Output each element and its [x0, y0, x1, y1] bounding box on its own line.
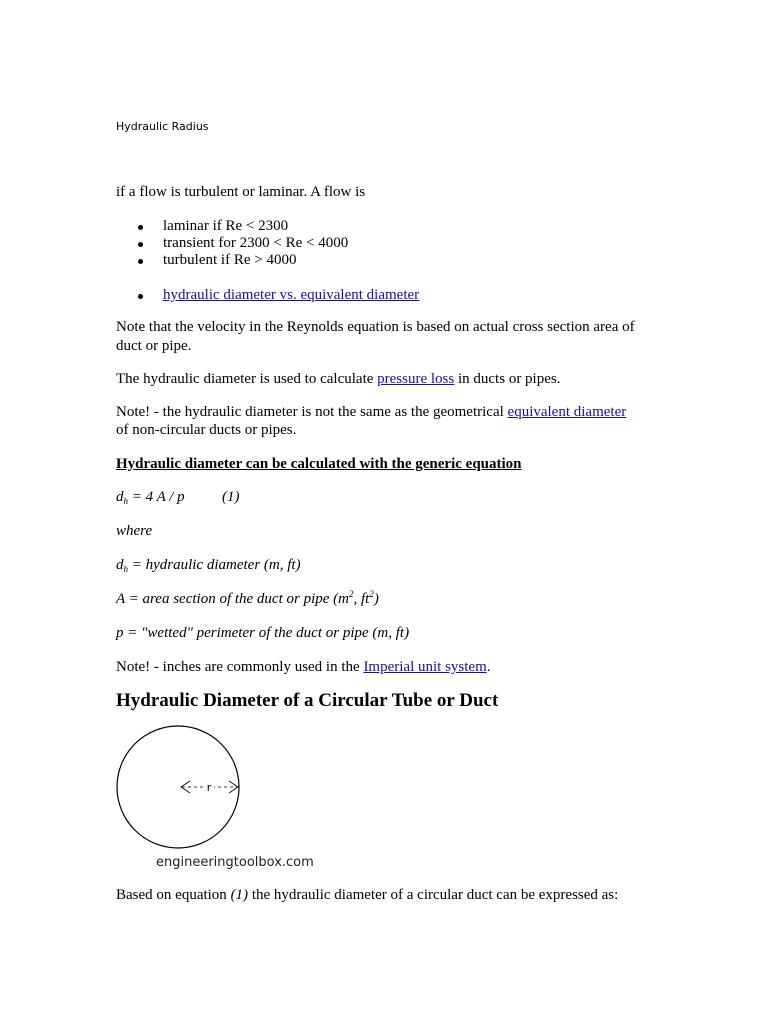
bullet-icon: [138, 242, 143, 247]
based-on-text: Based on equation: [116, 887, 227, 903]
definition-text: , ft: [353, 591, 370, 607]
document-title: Hydraulic Radius: [116, 120, 209, 133]
imperial-unit-system-link[interactable]: Imperial unit system: [363, 659, 487, 675]
related-link-hydraulic-vs-equivalent[interactable]: hydraulic diameter vs. equivalent diameter: [163, 287, 420, 303]
bullet-icon: [138, 225, 143, 230]
radius-label: r: [206, 781, 212, 794]
equation-reference: (1): [230, 887, 249, 903]
velocity-note-line1: Note that the velocity in the Reynolds equation is based on actual cross section area of: [116, 319, 635, 335]
definition-text: A = area section of the duct or pipe (m: [116, 591, 349, 607]
usage-paragraph: [116, 370, 560, 389]
not-same-paragraph-line2: of non-circular ducts or pipes.: [116, 422, 297, 438]
circle-diagram: [116, 724, 246, 850]
units-note-text: Note! - inches are commonly used in the: [116, 659, 360, 675]
bullet-icon: [138, 259, 143, 264]
usage-text-after: in ducts or pipes.: [457, 371, 561, 387]
list-item: turbulent if Re > 4000: [163, 252, 297, 268]
equation-number: (1): [222, 489, 240, 505]
based-on-paragraph: [116, 886, 618, 905]
pressure-loss-link[interactable]: pressure loss: [377, 371, 455, 387]
definition-text: = hydraulic diameter (m, ft): [131, 557, 301, 573]
not-same-paragraph-line1: [116, 403, 626, 422]
units-note: [116, 658, 491, 677]
definition-subscript: h: [123, 564, 128, 574]
figure-credit: engineeringtoolbox.com: [156, 855, 314, 870]
equation-symbol: d: [116, 489, 124, 505]
list-item: laminar if Re < 2300: [163, 218, 289, 234]
usage-text-before: The hydraulic diameter is used to calculate: [116, 371, 374, 387]
equivalent-diameter-link[interactable]: equivalent diameter: [507, 404, 627, 420]
bullet-icon: [138, 294, 143, 299]
definition-area: [116, 590, 379, 609]
definition-symbol: d: [116, 557, 124, 573]
section-heading-circular: Hydraulic Diameter of a Circular Tube or Duct: [116, 690, 499, 711]
equation-subscript: h: [123, 496, 128, 506]
definition-text: ): [373, 591, 379, 607]
superscript: 2: [349, 589, 354, 599]
generic-equation-heading: Hydraulic diameter can be calculated with the generic equation: [116, 456, 522, 472]
definition-perimeter: p = "wetted" perimeter of the duct or pipe (m, ft): [116, 625, 410, 641]
units-note-period: .: [486, 659, 491, 675]
intro-text: if a flow is turbulent or laminar. A flow is: [116, 184, 366, 200]
based-on-text-after: the hydraulic diameter of a circular duct can be expressed as:: [251, 887, 619, 903]
where-label: where: [116, 523, 153, 539]
circle-figure: [116, 724, 246, 850]
hydraulic-diameter-equation: [116, 488, 185, 507]
list-item: transient for 2300 < Re < 4000: [163, 235, 349, 251]
not-same-text: Note! - the hydraulic diameter is not the same as the geometrical: [116, 404, 504, 420]
velocity-note-line2: duct or pipe.: [116, 338, 192, 354]
equation-rhs: = 4 A / p: [131, 489, 185, 505]
superscript: 2: [369, 589, 374, 599]
definition-dh: [116, 556, 301, 575]
